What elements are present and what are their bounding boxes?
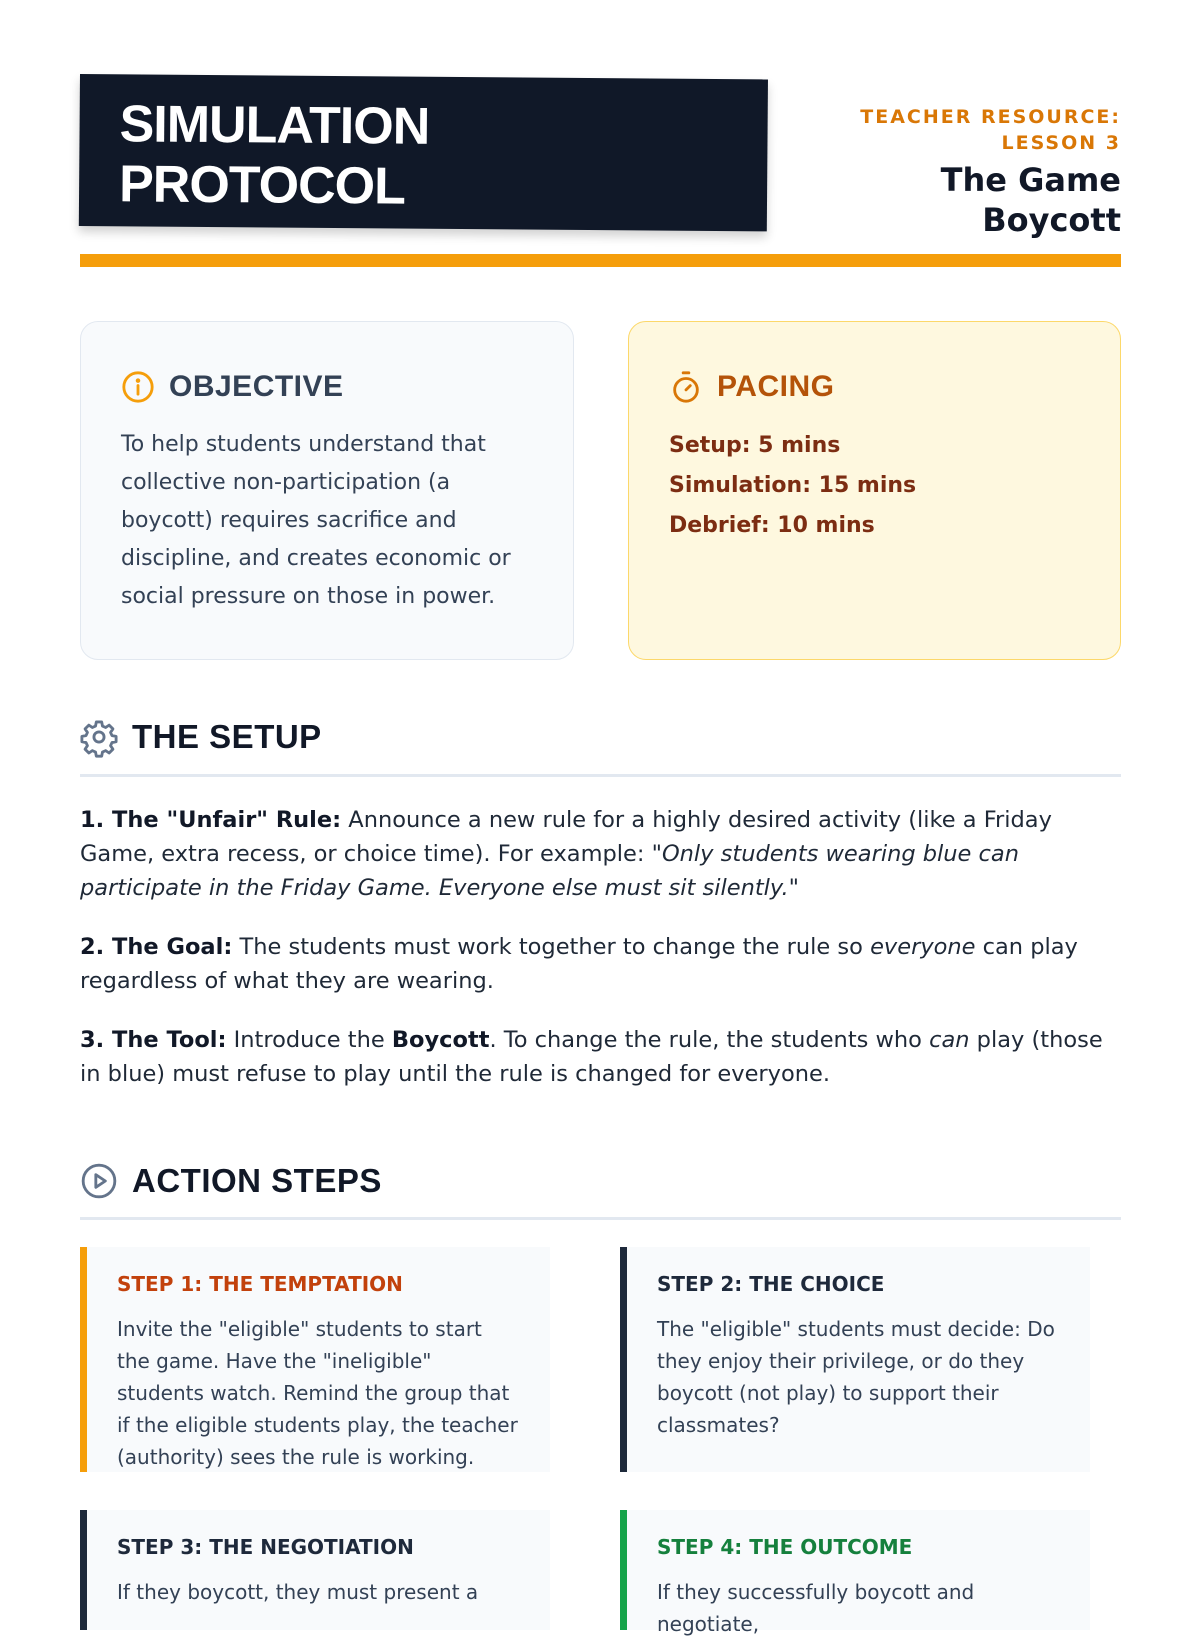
pacing-list xyxy=(669,426,1080,546)
page-title xyxy=(119,94,430,216)
action-steps-title: ACTION STEPS xyxy=(132,1162,382,1199)
setup-item-1-label: 1. The "Unfair" Rule: xyxy=(80,807,342,833)
action-steps-header xyxy=(80,1162,1121,1200)
setup-item-3-text-c: play (those in blue) must refuse to play until the rule is changed for everyone. xyxy=(80,1027,1103,1087)
step-2-text: The "eligible" students must decide: Do they enjoy their privilege, or do they boycott (not play) to support their classmates? xyxy=(657,1317,1055,1437)
page-title-line-1: SIMULATION xyxy=(119,95,430,156)
play-circle-icon xyxy=(80,1162,118,1200)
setup-item-3-text-a: Introduce the xyxy=(226,1027,392,1053)
setup-item-3-emphasis: can xyxy=(929,1027,970,1053)
pacing-item-debrief: Debrief: 10 mins xyxy=(669,513,875,538)
page-header xyxy=(80,74,1121,269)
step-3-text: If they boycott, they must present a xyxy=(117,1580,479,1604)
lesson-title: The Game Boycott xyxy=(940,161,1121,239)
objective-title: OBJECTIVE xyxy=(169,370,344,403)
setup-item-2 xyxy=(80,930,1121,998)
step-card-3 xyxy=(80,1510,550,1630)
lesson-label: TEACHER RESOURCE: LESSON 3 xyxy=(860,106,1121,154)
setup-item-3 xyxy=(80,1023,1121,1091)
pacing-header xyxy=(669,370,1080,404)
step-1-text: Invite the "eligible" students to start the game. Have the "ineligible" students watch. Remind the group that if the eligible students play, the teacher (authority) sees the rule is working. xyxy=(117,1317,518,1469)
setup-item-2-emphasis: everyone xyxy=(870,934,976,960)
setup-item-2-label: 2. The Goal: xyxy=(80,934,233,960)
setup-section-header xyxy=(80,718,1121,756)
step-2-title: STEP 2: THE CHOICE xyxy=(657,1272,885,1296)
stopwatch-icon xyxy=(669,370,703,404)
step-3-title: STEP 3: THE NEGOTIATION xyxy=(117,1535,414,1559)
pacing-item-simulation: Simulation: 15 mins xyxy=(669,473,917,498)
step-card-1 xyxy=(80,1247,550,1472)
objective-text: To help students understand that collective non-participation (a boycott) requires sacrifice and discipline, and creates economic or social pressure on those in power. xyxy=(121,432,511,609)
objective-header xyxy=(121,370,533,404)
setup-item-3-label: 3. The Tool: xyxy=(80,1027,227,1053)
info-icon xyxy=(121,370,155,404)
setup-title: THE SETUP xyxy=(132,718,322,755)
setup-divider xyxy=(80,774,1121,777)
header-divider xyxy=(80,254,1121,267)
pacing-item-setup: Setup: 5 mins xyxy=(669,433,841,458)
page-title-line-2: PROTOCOL xyxy=(118,155,406,216)
step-4-title: STEP 4: THE OUTCOME xyxy=(657,1535,913,1559)
objective-card xyxy=(80,321,574,660)
step-card-2 xyxy=(620,1247,1090,1472)
action-steps-divider xyxy=(80,1217,1121,1220)
pacing-card xyxy=(628,321,1121,660)
lesson-meta xyxy=(791,104,1121,240)
setup-item-3-text-b: . To change the rule, the students who xyxy=(489,1027,930,1053)
setup-item-1-quote: "Only students wearing blue can participate in the Friday Game. Everyone else must sit silently." xyxy=(80,841,1019,901)
pacing-title: PACING xyxy=(717,370,835,403)
step-1-title: STEP 1: THE TEMPTATION xyxy=(117,1272,403,1296)
step-4-text: If they successfully boycott and negotiate, xyxy=(657,1580,975,1636)
setup-item-3-bold: Boycott xyxy=(391,1027,490,1053)
setup-item-2-text-a: The students must work together to change the rule so xyxy=(232,934,871,960)
setup-item-1-text: Announce a new rule for a highly desired activity (like a Friday Game, extra recess, or choice time). For example: xyxy=(80,807,1052,867)
step-card-4 xyxy=(620,1510,1090,1636)
setup-item-1 xyxy=(80,803,1121,905)
gear-icon xyxy=(80,718,118,756)
setup-item-2-text-b: can play regardless of what they are wearing. xyxy=(80,934,1078,994)
title-banner xyxy=(79,74,768,231)
